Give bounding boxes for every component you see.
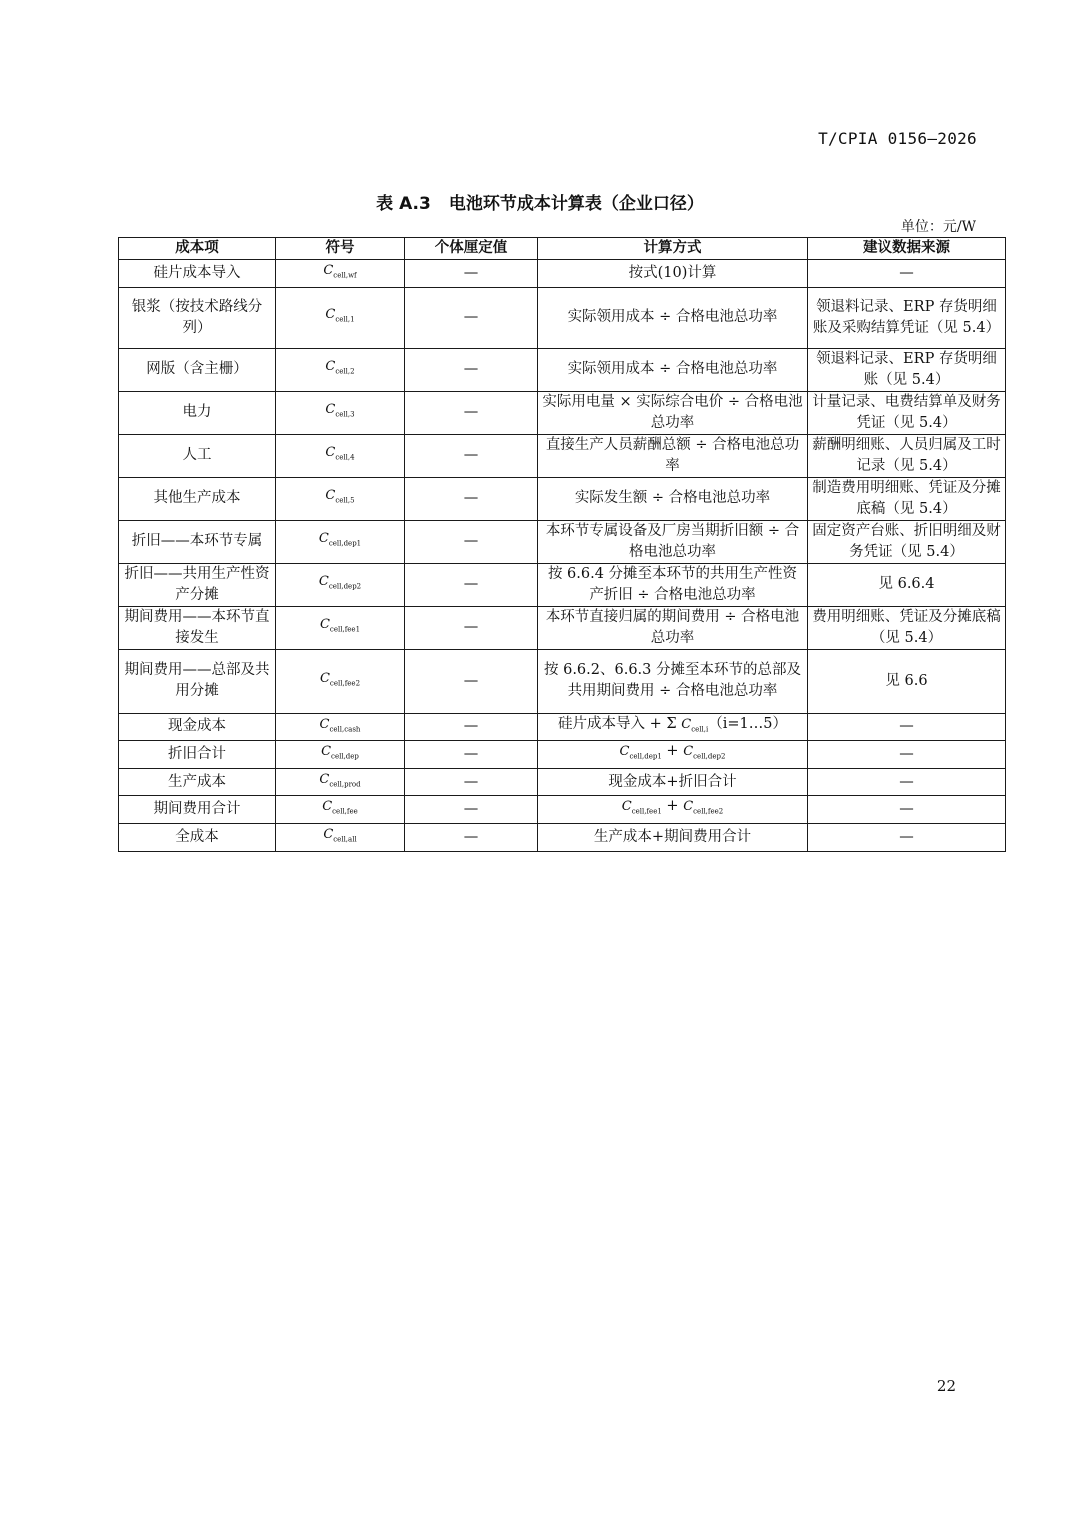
symbol: $C_{cell,4}$ bbox=[276, 434, 405, 477]
cost-item: 网版（含主栅） bbox=[119, 348, 276, 391]
calc-method: 按 6.6.2、6.6.3 分摊至本环节的总部及共用期间费用 ÷ 合格电池总功率 bbox=[538, 649, 808, 713]
cost-item: 全成本 bbox=[119, 823, 276, 851]
data-source: — bbox=[808, 260, 1006, 288]
table-row bbox=[119, 823, 1006, 851]
symbol: $C_{cell,dep1}$ bbox=[276, 520, 405, 563]
cost-item: 折旧——本环节专属 bbox=[119, 520, 276, 563]
symbol: $C_{cell,prod}$ bbox=[276, 768, 405, 796]
individual-value: — bbox=[405, 768, 538, 796]
cost-item: 生产成本 bbox=[119, 768, 276, 796]
cost-item: 期间费用——本环节直接发生 bbox=[119, 606, 276, 649]
symbol: $C_{cell,cash}$ bbox=[276, 713, 405, 741]
calc-method: 按 6.6.4 分摊至本环节的共用生产性资产折旧 ÷ 合格电池总功率 bbox=[538, 563, 808, 606]
cost-item: 折旧——共用生产性资产分摊 bbox=[119, 563, 276, 606]
data-source: 制造费用明细账、凭证及分摊底稿（见 5.4） bbox=[808, 477, 1006, 520]
symbol: $C_{cell,3}$ bbox=[276, 391, 405, 434]
symbol: $C_{cell,fee1}$ bbox=[276, 606, 405, 649]
document-id: T/CPIA 0156—2026 bbox=[818, 129, 977, 148]
table-row bbox=[119, 287, 1006, 348]
column-header: 个体厘定值 bbox=[405, 238, 538, 260]
individual-value: — bbox=[405, 563, 538, 606]
symbol: $C_{cell,all}$ bbox=[276, 823, 405, 851]
individual-value: — bbox=[405, 520, 538, 563]
calc-method: 按式(10)计算 bbox=[538, 260, 808, 288]
data-source: 费用明细账、凭证及分摊底稿（见 5.4） bbox=[808, 606, 1006, 649]
table-row bbox=[119, 477, 1006, 520]
symbol: $C_{cell,fee2}$ bbox=[276, 649, 405, 713]
data-source: 薪酬明细账、人员归属及工时记录（见 5.4） bbox=[808, 434, 1006, 477]
symbol: $C_{cell,fee}$ bbox=[276, 796, 405, 824]
data-source: 见 6.6.4 bbox=[808, 563, 1006, 606]
individual-value: — bbox=[405, 606, 538, 649]
unit-label: 单位：元/W bbox=[900, 219, 976, 235]
individual-value: — bbox=[405, 477, 538, 520]
cost-item: 期间费用——总部及共用分摊 bbox=[119, 649, 276, 713]
calc-method: 本环节专属设备及厂房当期折旧额 ÷ 合格电池总功率 bbox=[538, 520, 808, 563]
symbol: $C_{cell,wf}$ bbox=[276, 260, 405, 288]
table-row bbox=[119, 649, 1006, 713]
cost-item: 人工 bbox=[119, 434, 276, 477]
calc-method: 实际领用成本 ÷ 合格电池总功率 bbox=[538, 348, 808, 391]
table-row bbox=[119, 563, 1006, 606]
data-source: 领退料记录、ERP 存货明细账（见 5.4） bbox=[808, 348, 1006, 391]
column-header: 建议数据来源 bbox=[808, 238, 1006, 260]
cost-item: 银浆（按技术路线分列） bbox=[119, 287, 276, 348]
table-header-row bbox=[119, 238, 1006, 260]
calc-method: 硅片成本导入 + Σ $C_{cell,i}(i=1\dots 5)$ bbox=[538, 713, 808, 741]
cost-item: 期间费用合计 bbox=[119, 796, 276, 824]
data-source: 领退料记录、ERP 存货明细账及采购结算凭证（见 5.4） bbox=[808, 287, 1006, 348]
data-source: — bbox=[808, 796, 1006, 824]
symbol: $C_{cell,2}$ bbox=[276, 348, 405, 391]
individual-value: — bbox=[405, 348, 538, 391]
individual-value: — bbox=[405, 823, 538, 851]
column-header: 符号 bbox=[276, 238, 405, 260]
cost-table bbox=[118, 237, 1006, 852]
table-row bbox=[119, 606, 1006, 649]
calc-method: $C_{cell,fee1} + C_{cell,fee2}$ bbox=[538, 796, 808, 824]
table-row bbox=[119, 768, 1006, 796]
individual-value: — bbox=[405, 287, 538, 348]
individual-value: — bbox=[405, 260, 538, 288]
table-row bbox=[119, 391, 1006, 434]
data-source: — bbox=[808, 768, 1006, 796]
calc-method: 本环节直接归属的期间费用 ÷ 合格电池总功率 bbox=[538, 606, 808, 649]
calc-method: 生产成本+期间费用合计 bbox=[538, 823, 808, 851]
table-row bbox=[119, 796, 1006, 824]
calc-method: 实际发生额 ÷ 合格电池总功率 bbox=[538, 477, 808, 520]
table-row bbox=[119, 713, 1006, 741]
table-row bbox=[119, 260, 1006, 288]
table-row bbox=[119, 520, 1006, 563]
individual-value: — bbox=[405, 391, 538, 434]
individual-value: — bbox=[405, 741, 538, 769]
data-source: 见 6.6 bbox=[808, 649, 1006, 713]
column-header: 成本项 bbox=[119, 238, 276, 260]
data-source: 计量记录、电费结算单及财务凭证（见 5.4） bbox=[808, 391, 1006, 434]
table-row bbox=[119, 434, 1006, 477]
individual-value: — bbox=[405, 796, 538, 824]
cost-item: 电力 bbox=[119, 391, 276, 434]
data-source: — bbox=[808, 741, 1006, 769]
symbol: $C_{cell,1}$ bbox=[276, 287, 405, 348]
table-number: 表 A.3 bbox=[376, 194, 431, 214]
calc-method: $C_{cell,dep1} + C_{cell,dep2}$ bbox=[538, 741, 808, 769]
page-number: 22 bbox=[936, 1377, 956, 1395]
table-row bbox=[119, 741, 1006, 769]
symbol: $C_{cell,dep}$ bbox=[276, 741, 405, 769]
calc-method: 实际用电量 × 实际综合电价 ÷ 合格电池总功率 bbox=[538, 391, 808, 434]
cost-item: 现金成本 bbox=[119, 713, 276, 741]
individual-value: — bbox=[405, 713, 538, 741]
column-header: 计算方式 bbox=[538, 238, 808, 260]
individual-value: — bbox=[405, 434, 538, 477]
data-source: — bbox=[808, 823, 1006, 851]
calc-method: 直接生产人员薪酬总额 ÷ 合格电池总功率 bbox=[538, 434, 808, 477]
table-row bbox=[119, 348, 1006, 391]
cost-item: 硅片成本导入 bbox=[119, 260, 276, 288]
table-title-text: 电池环节成本计算表（企业口径） bbox=[448, 194, 704, 214]
symbol: $C_{cell,dep2}$ bbox=[276, 563, 405, 606]
data-source: 固定资产台账、折旧明细及财务凭证（见 5.4） bbox=[808, 520, 1006, 563]
calc-method: 实际领用成本 ÷ 合格电池总功率 bbox=[538, 287, 808, 348]
calc-method: 现金成本+折旧合计 bbox=[538, 768, 808, 796]
individual-value: — bbox=[405, 649, 538, 713]
symbol: $C_{cell,5}$ bbox=[276, 477, 405, 520]
cost-item: 其他生产成本 bbox=[119, 477, 276, 520]
cost-item: 折旧合计 bbox=[119, 741, 276, 769]
data-source: — bbox=[808, 713, 1006, 741]
table-title bbox=[0, 189, 1080, 214]
